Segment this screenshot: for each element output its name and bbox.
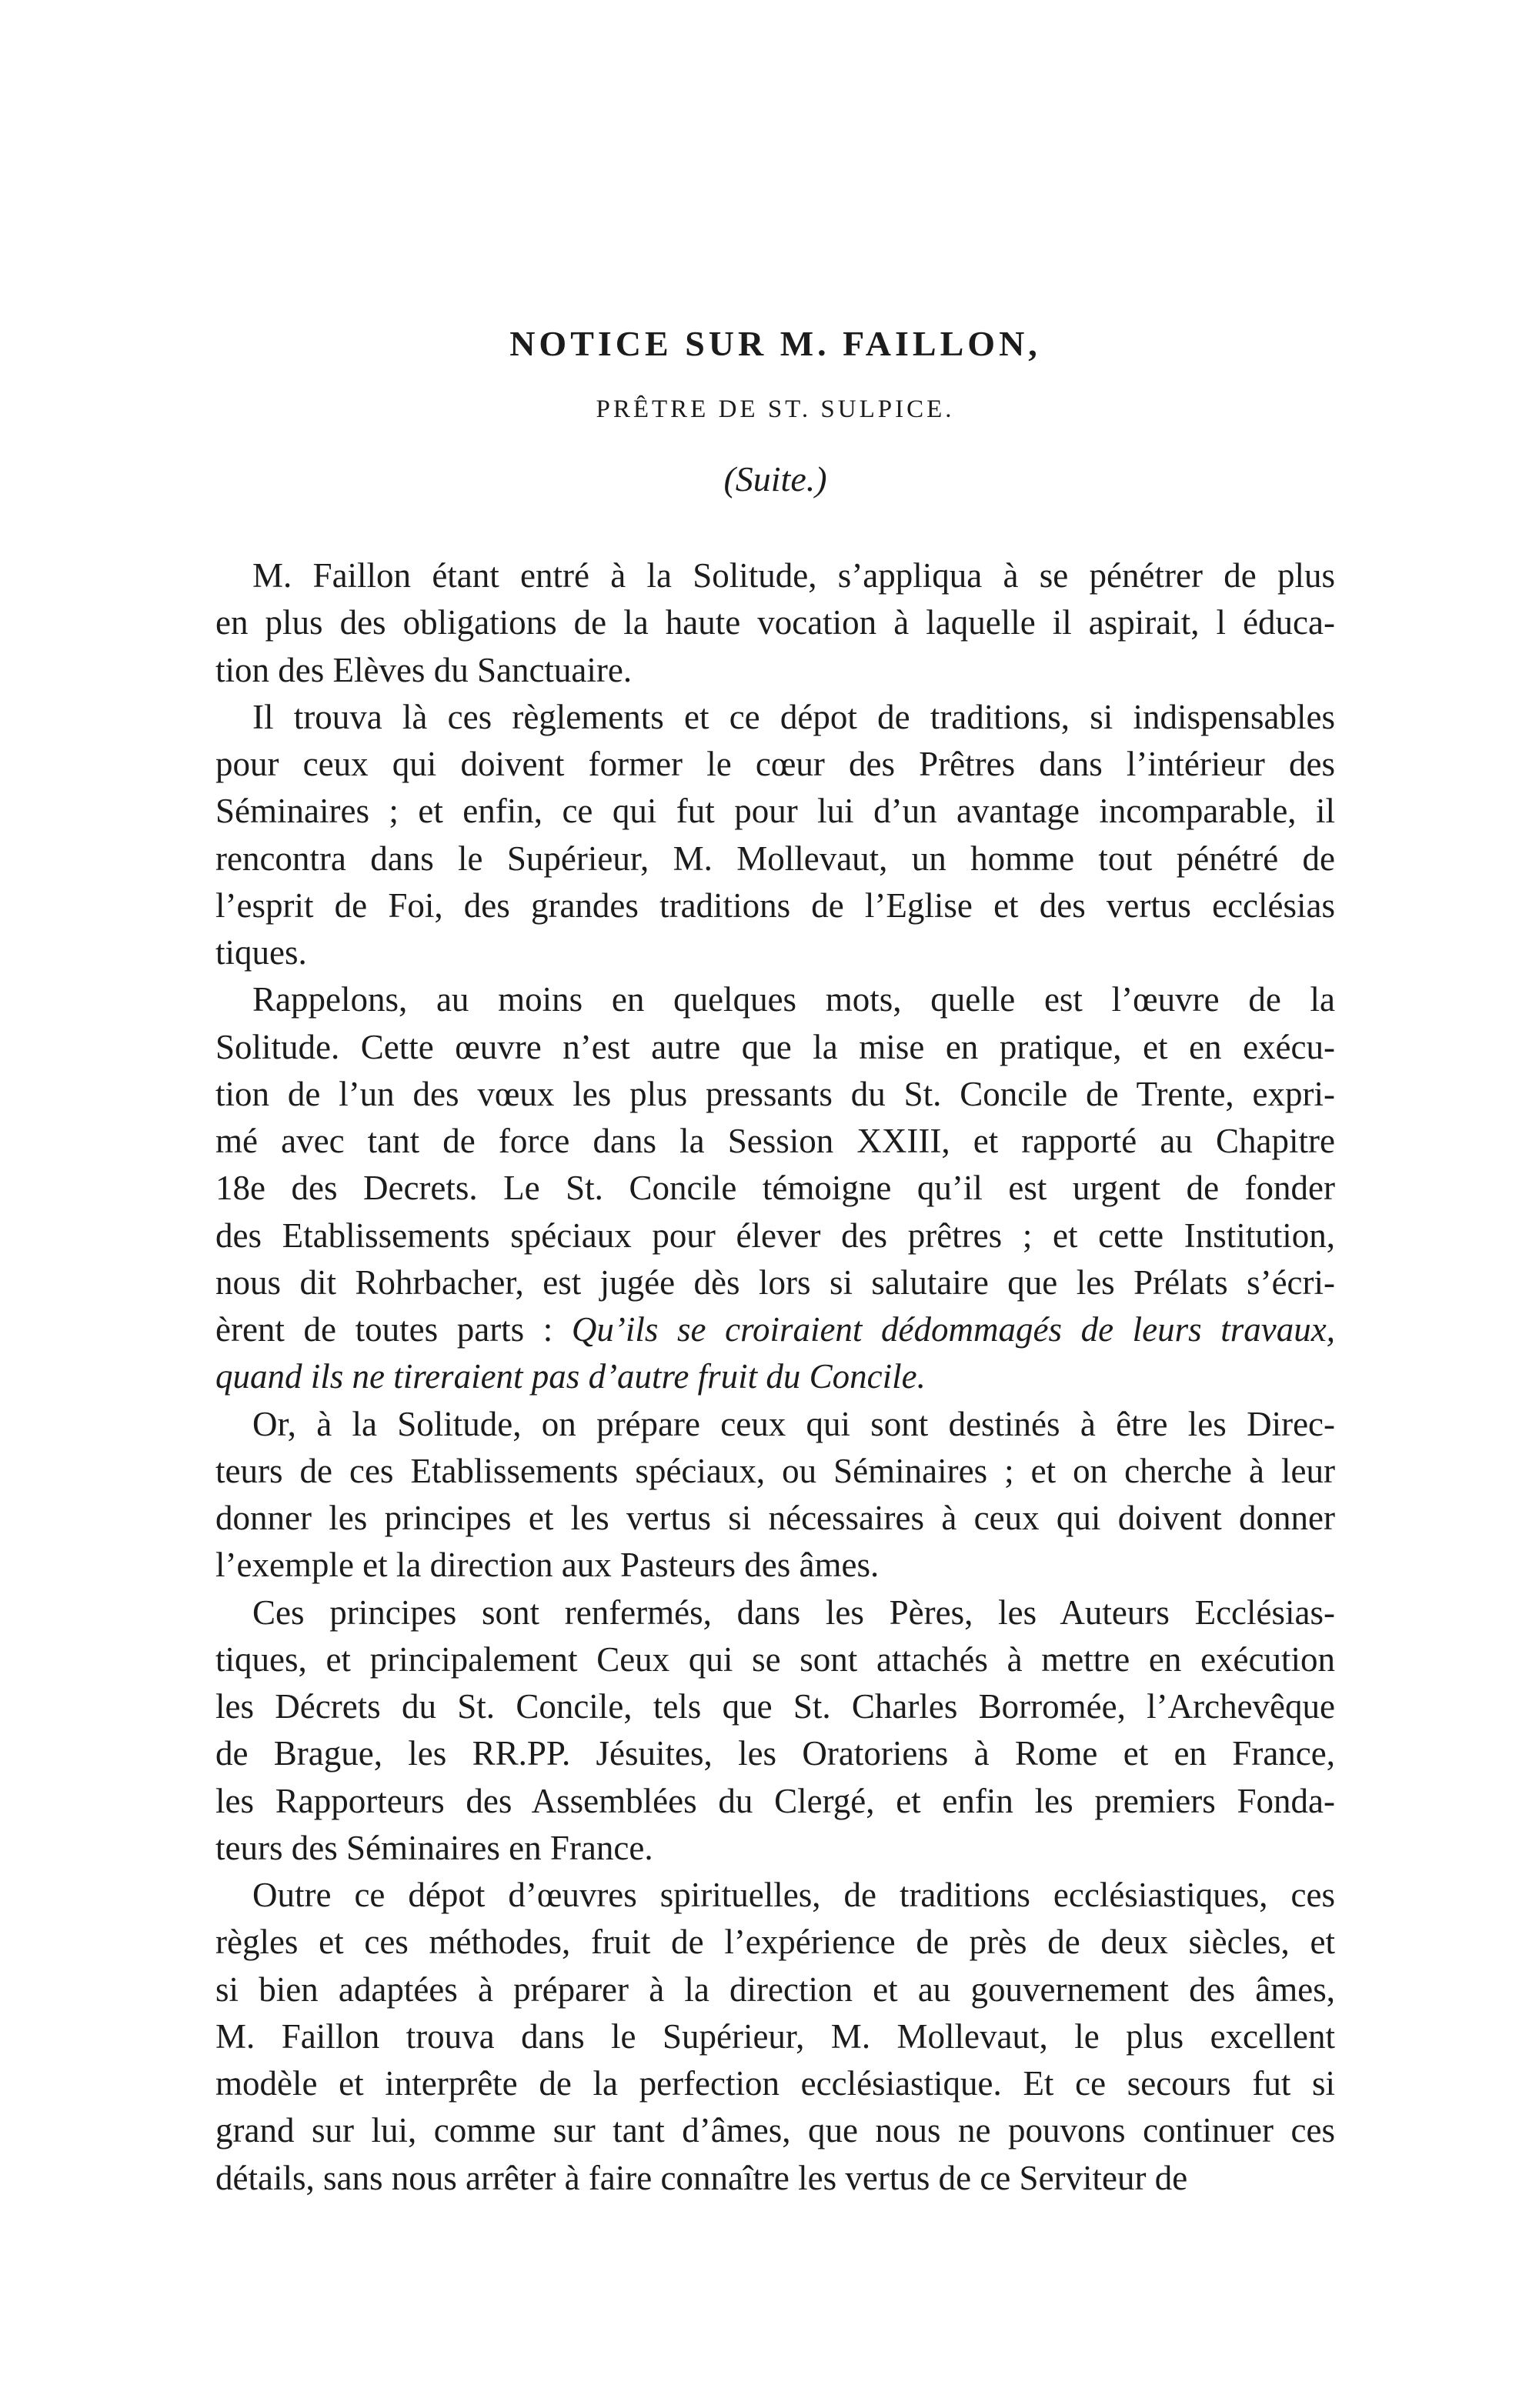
text-line: [215, 835, 1335, 882]
text-line: [215, 1778, 1335, 1825]
text-line: [215, 1636, 1335, 1683]
text-line: [215, 2060, 1335, 2107]
text-line: [215, 882, 1335, 929]
text-line: [215, 1542, 1335, 1589]
line-text: donner les principes et les vertus si nécessaires à ceux qui doivent donner: [215, 1499, 1335, 1537]
paragraph: [215, 1401, 1335, 1589]
text-line: [215, 552, 1335, 599]
italic-quote: Qu’ils se croiraient dédommagés de leurs travaux,: [571, 1310, 1336, 1349]
line-text: des Etablissements spéciaux pour élever des prêtres ; et cette Institution,: [215, 1216, 1335, 1255]
line-text: tion des Elèves du Sanctuaire.: [215, 650, 633, 689]
line-text: l’exemple et la direction aux Pasteurs des âmes.: [215, 1546, 880, 1585]
text-line: [215, 1825, 1335, 1872]
line-text: pour ceux qui doivent former le cœur des Prêtres dans l’intérieur des: [215, 745, 1335, 783]
text-line: [215, 1259, 1335, 1306]
line-text: modèle et interprête de la perfection ecclésiastique. Et ce secours fut si: [215, 2064, 1335, 2103]
text-line: [215, 1448, 1335, 1495]
text-line: [215, 1872, 1335, 1919]
line-text: M. Faillon trouva dans le Supérieur, M. Mollevaut, le plus excellent: [215, 2016, 1335, 2056]
line-text: les Rapporteurs des Assemblées du Clergé, et enfin les premiers Fonda-: [215, 1781, 1335, 1820]
line-text: si bien adaptées à préparer à la direction et au gouvernement des âmes,: [215, 1969, 1335, 2009]
document-page: [215, 0, 1335, 2408]
text-line: [215, 1071, 1335, 1118]
text-line: [215, 1165, 1335, 1212]
paragraph: [215, 1872, 1335, 2202]
line-text: M. Faillon étant entré à la Solitude, s’appliqua à se pénétrer de plus: [252, 556, 1335, 595]
line-text: Rappelons, au moins en quelques mots, quelle est l’œuvre de la: [252, 980, 1335, 1019]
text-line: [215, 1966, 1335, 2013]
paragraph: [215, 976, 1335, 1400]
text-line: [215, 1730, 1335, 1777]
line-text: tiques, et principalement Ceux qui se sont attachés à mettre en exécution: [215, 1639, 1335, 1679]
body-text: [215, 552, 1335, 2202]
text-line: [215, 1589, 1335, 1636]
line-text: Il trouva là ces règlements et ce dépot de traditions, si indispensables: [252, 697, 1335, 736]
line-text: l’esprit de Foi, des grandes traditions de l’Eglise et des vertus ecclésias: [215, 885, 1335, 925]
text-line: [215, 2107, 1335, 2154]
text-line: [215, 788, 1335, 835]
line-text: mé avec tant de force dans la Session XXIII, et rapporté au Chapitre: [215, 1122, 1335, 1160]
text-line: [215, 976, 1335, 1023]
line-text: teurs de ces Etablissements spéciaux, ou Séminaires ; et on cherche à leur: [215, 1451, 1335, 1490]
paragraph: [215, 552, 1335, 694]
line-text: détails, sans nous arrêter à faire connaître les vertus de ce Serviteur de: [215, 2158, 1188, 2197]
text-line: [215, 1212, 1335, 1259]
text-line: [215, 1306, 1335, 1353]
line-text: Outre ce dépot d’œuvres spirituelles, de traditions ecclésiastiques, ces: [252, 1876, 1335, 1914]
text-line: [215, 1683, 1335, 1730]
line-text: Solitude. Cette œuvre n’est autre que la mise en pratique, et en exécu-: [215, 1027, 1335, 1066]
text-line: [215, 694, 1335, 741]
line-text: teurs des Séminaires en France.: [215, 1828, 653, 1867]
text-line: [215, 741, 1335, 788]
line-text: nous dit Rohrbacher, est jugée dès lors si salutaire que les Prélats s’écri-: [215, 1262, 1335, 1302]
continuation-label: (Suite.): [723, 459, 827, 499]
paragraph: [215, 1589, 1335, 1873]
text-line: [215, 1118, 1335, 1165]
text-line: [215, 929, 1335, 976]
line-text: èrent de toutes parts :: [215, 1310, 572, 1349]
text-line: [215, 599, 1335, 646]
text-line: [215, 2013, 1335, 2060]
line-text: tion de l’un des vœux les plus pressants du St. Concile de Trente, expri-: [215, 1074, 1335, 1113]
text-line: [215, 1353, 1335, 1400]
italic-quote: quand ils ne tireraient pas d’autre fruit du Concile.: [215, 1357, 926, 1396]
line-text: Séminaires ; et enfin, ce qui fut pour lui d’un avantage incomparable, il: [215, 792, 1335, 831]
line-text: règles et ces méthodes, fruit de l’expérience de près de deux siècles, et: [215, 1923, 1335, 1962]
notice-subtitle: PRÊTRE DE ST. SULPICE.: [596, 395, 955, 423]
line-text: grand sur lui, comme sur tant d’âmes, que nous ne pouvons continuer ces: [215, 2111, 1335, 2150]
line-text: rencontra dans le Supérieur, M. Mollevaut, un homme tout pénétré de: [215, 839, 1335, 878]
line-text: en plus des obligations de la haute vocation à laquelle il aspirait, l éduca-: [215, 603, 1335, 642]
notice-title: NOTICE SUR M. FAILLON,: [509, 324, 1041, 363]
text-line: [215, 2155, 1335, 2202]
paragraph: [215, 694, 1335, 977]
line-text: les Décrets du St. Concile, tels que St. Charles Borromée, l’Archevêque: [215, 1687, 1335, 1726]
text-line: [215, 647, 1335, 694]
line-text: 18e des Decrets. Le St. Concile témoigne qu’il est urgent de fonder: [215, 1169, 1335, 1208]
text-line: [215, 1495, 1335, 1542]
text-line: [215, 1401, 1335, 1448]
text-line: [215, 1919, 1335, 1966]
line-text: de Brague, les RR.PP. Jésuites, les Oratoriens à Rome et en France,: [215, 1734, 1335, 1773]
text-line: [215, 1024, 1335, 1071]
line-text: Ces principes sont renfermés, dans les Pères, les Auteurs Ecclésias-: [252, 1593, 1335, 1632]
line-text: Or, à la Solitude, on prépare ceux qui sont destinés à être les Direc-: [252, 1404, 1335, 1443]
line-text: tiques.: [215, 933, 307, 972]
